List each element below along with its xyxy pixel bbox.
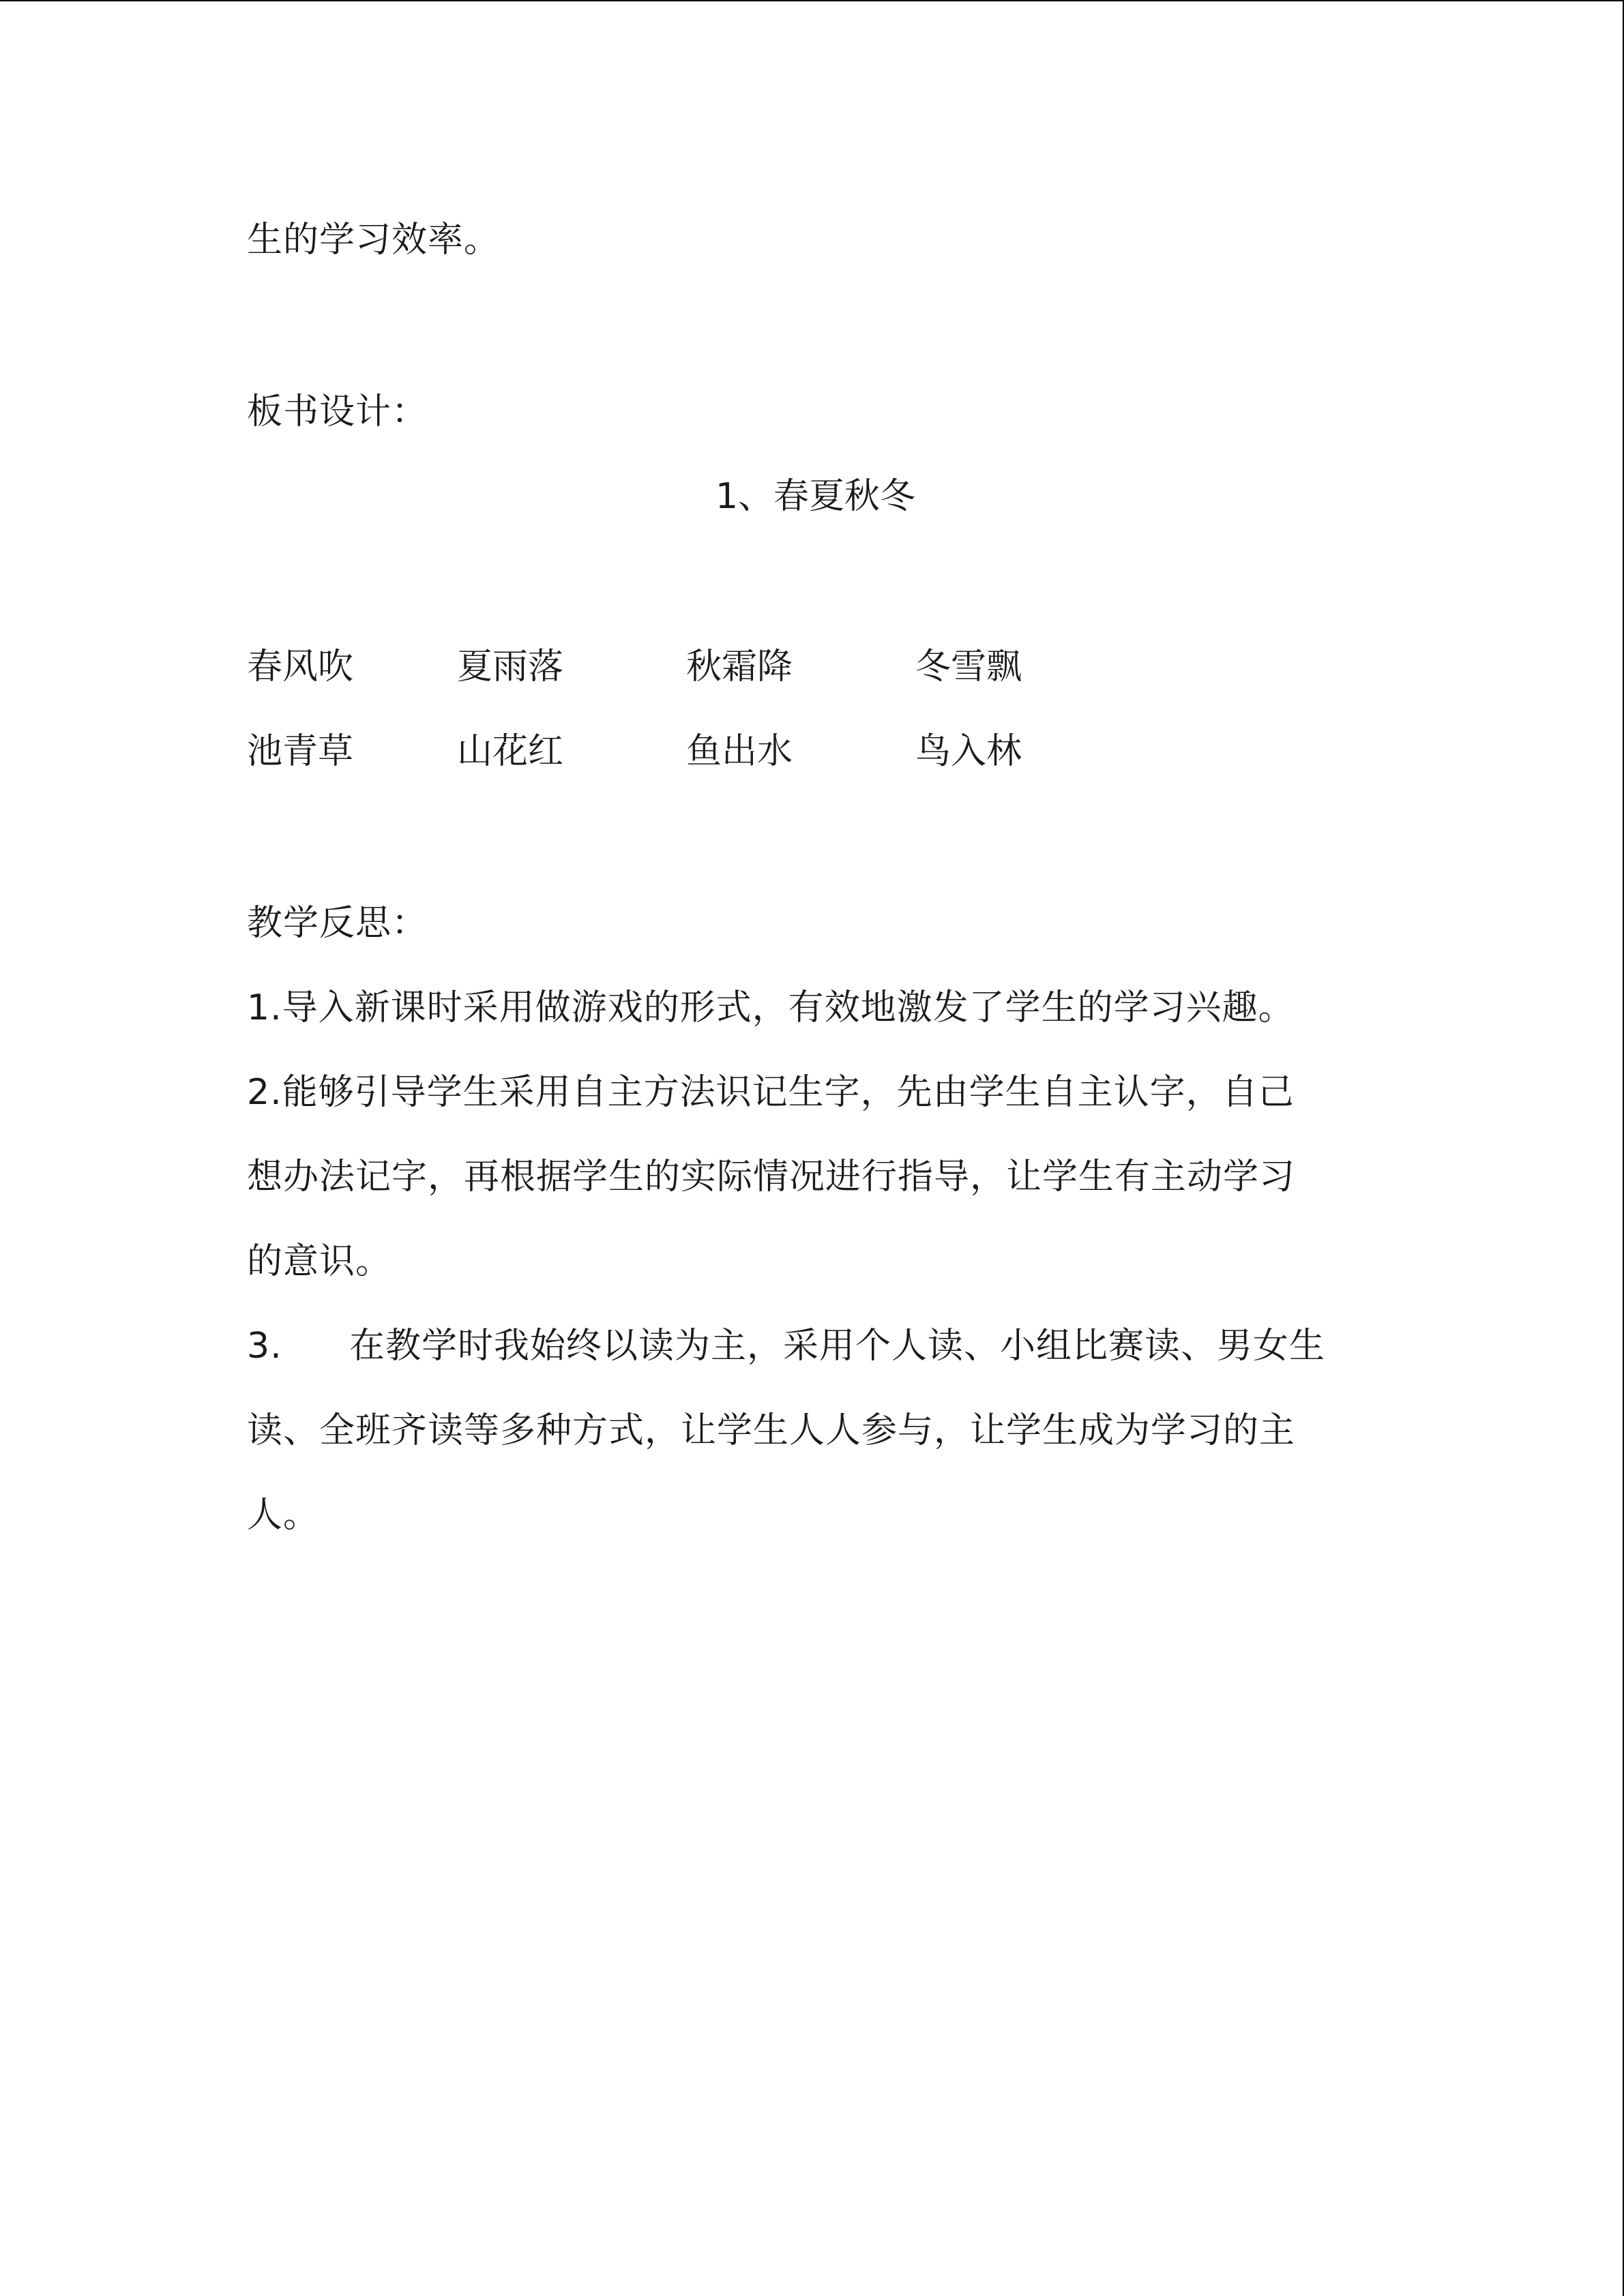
board-design-heading: 板书设计：: [247, 391, 428, 432]
board-word: 鸟入林: [915, 731, 1022, 772]
board-word: 秋霜降: [686, 646, 793, 687]
reflection-item-2-line-2: 想办法记字，再根据学生的实际情况进行指导，让学生有主动学习: [247, 1157, 1296, 1197]
board-word: 山花红: [457, 731, 564, 772]
board-word: 鱼出水: [686, 731, 793, 772]
reflection-item-1: 1.导入新课时采用做游戏的形式，有效地激发了学生的学习兴趣。: [247, 987, 1295, 1028]
reflection-item-3-line-1: [247, 1324, 1325, 1368]
reflection-item-2-line-1: 2.能够引导学生采用自主方法识记生字，先由学生自主认字，自己: [247, 1072, 1295, 1113]
reflection-item-2-line-3: 的意识。: [247, 1241, 392, 1282]
board-word: 春风吹: [247, 646, 354, 687]
board-word: 冬雪飘: [915, 646, 1022, 687]
board-word: 池青草: [247, 731, 354, 772]
reflection-item-3-line-2: 读、全班齐读等多种方式，让学生人人参与，让学生成为学习的主: [247, 1410, 1296, 1451]
reflection-item-3-line-3: 人。: [247, 1495, 320, 1536]
board-title: 1、春夏秋冬: [715, 476, 916, 517]
item-number: 3.: [247, 1326, 282, 1367]
reflection-heading: 教学反思：: [247, 903, 428, 944]
board-word: 夏雨落: [457, 646, 564, 687]
carryover-line: 生的学习效率。: [247, 220, 501, 260]
item-text: 在教学时我始终以读为主，采用个人读、小组比赛读、男女生: [349, 1326, 1326, 1367]
